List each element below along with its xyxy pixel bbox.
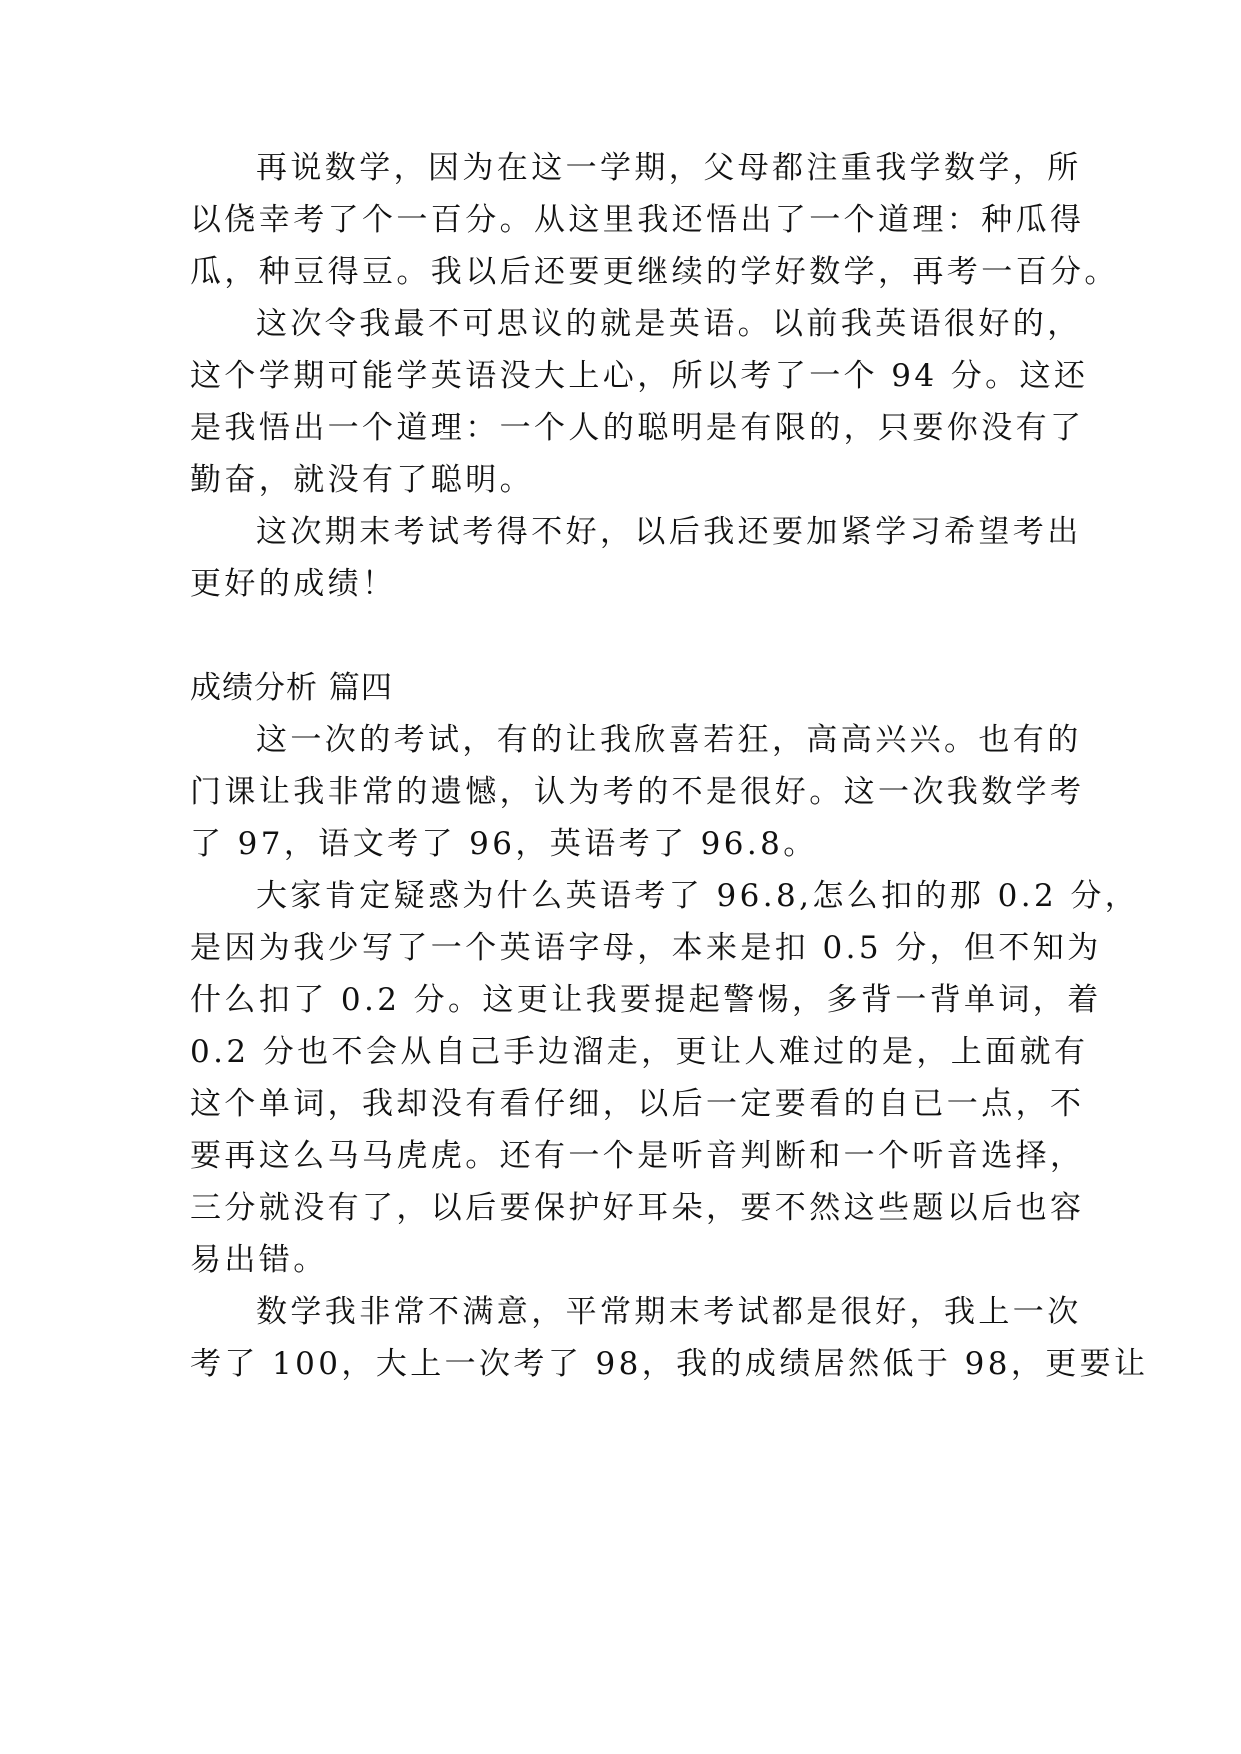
paragraph-line: 要再这么马马虎虎。还有一个是听音判断和一个听音选择， [190,1138,1085,1174]
paragraph-line: 易出错。 [190,1242,328,1278]
paragraph-line: 更好的成绩！ [190,566,397,602]
paragraph-line: 这个学期可能学英语没大上心，所以考了一个 94 分。这还 [190,358,1089,394]
paragraph-line: 考了 100，大上一次考了 98，我的成绩居然低于 98，更要让 [190,1346,1149,1382]
paragraph-line: 这次令我最不可思议的就是英语。以前我英语很好的， [256,306,1082,342]
section-heading: 成绩分析 篇四 [190,670,393,706]
paragraph-line: 是我悟出一个道理：一个人的聪明是有限的，只要你没有了 [190,410,1085,446]
paragraph-line: 三分就没有了，以后要保护好耳朵，要不然这些题以后也容 [190,1190,1085,1226]
paragraph-line: 勤奋，就没有了聪明。 [190,462,534,498]
paragraph-line: 了 97，语文考了 96，英语考了 96.8。 [190,826,818,862]
paragraph-line: 这一次的考试，有的让我欣喜若狂，高高兴兴。也有的 [256,722,1082,758]
paragraph-line: 是因为我少写了一个英语字母，本来是扣 0.5 分，但不知为 [190,930,1102,966]
paragraph-line: 再说数学，因为在这一学期，父母都注重我学数学，所 [256,150,1082,186]
paragraph-line: 0.2 分也不会从自己手边溜走，更让人难过的是，上面就有 [190,1034,1089,1070]
paragraph-line: 数学我非常不满意，平常期末考试都是很好，我上一次 [256,1294,1082,1330]
paragraph-line: 这个单词，我却没有看仔细，以后一定要看的自已一点，不 [190,1086,1085,1122]
paragraph-line: 门课让我非常的遗憾，认为考的不是很好。这一次我数学考 [190,774,1085,810]
paragraph-line: 以侥幸考了个一百分。从这里我还悟出了一个道理：种瓜得 [190,202,1085,238]
paragraph-line: 什么扣了 0.2 分。这更让我要提起警惕，多背一背单词，着 [190,982,1102,1018]
paragraph-line: 这次期末考试考得不好，以后我还要加紧学习希望考出 [256,514,1082,550]
paragraph-line: 瓜，种豆得豆。我以后还要更继续的学好数学，再考一百分。 [190,254,1119,290]
paragraph-line: 大家肯定疑惑为什么英语考了 96.8,怎么扣的那 0.2 分， [256,878,1140,914]
